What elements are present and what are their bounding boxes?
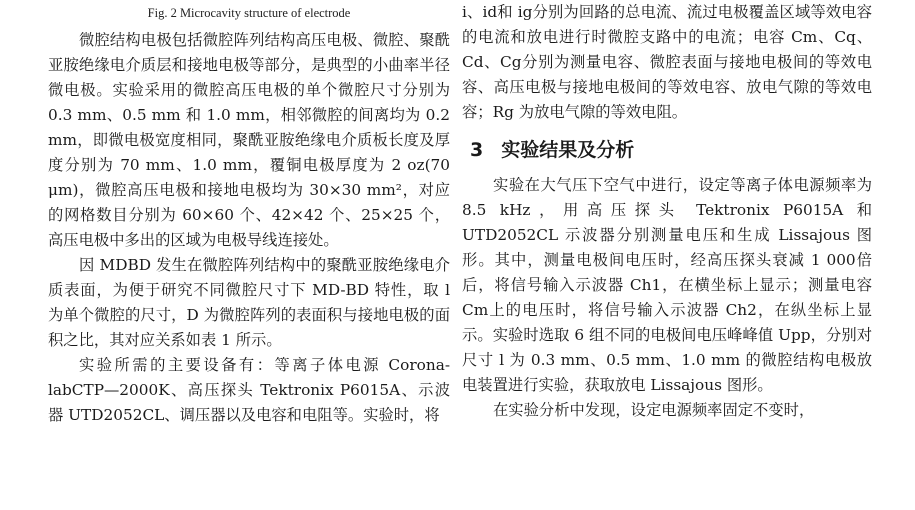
- paragraph-mdbd-definition: 因 MDBD 发生在微腔阵列结构中的聚酰亚胺绝缘电介质表面，为便于研究不同微腔尺寸下 MD-BD 特性，取 l 为单个微腔的尺寸，D 为微腔阵列的表面积与接地电极的面积之比，其对应关系如表 1 所示。: [48, 256, 450, 349]
- section-number: 3: [470, 139, 484, 161]
- paragraph-experiment-setup: 实验在大气压下空气中进行，设定等离子体电源频率为 8.5 kHz，用高压探头 Tektronix P6015A 和 UTD2052CL 示波器分别测量电压和生成 Lissajous 图形。其中，测量电极间电压时，经高压探头衰减 1 000倍后，将信号输入示波器 Ch1，在横坐标上显示；测量电容 Cm上的电压时，将信号输入示波器 Ch2，在纵坐标上显示。实验时选取 6 组不同的电极间电压峰峰值 Upp，分别对尺寸 l 为 0.3 mm、0.5 mm、1.0 mm 的微腔结构电极放电装置进行实验，获取放电 Lissajous 图形。: [462, 176, 872, 394]
- paragraph-electrode-structure: 微腔结构电极包括微腔阵列结构高压电极、微腔、聚酰亚胺绝缘电介质层和接地电极等部分，是典型的小曲率半径微电极。实验采用的微腔高压电极的单个微腔尺寸分别为 0.3 mm、0.5 mm 和 1.0 mm，相邻微腔的间离均为 0.2 mm，即微电极宽度相同，聚酰亚胺绝缘电介质板长度及厚度分别为 70 mm、1.0 mm，覆铜电极厚度为 2 oz(70 μm)，微腔高压电极和接地电极均为 30×30 mm²，对应的网格数目分别为 60×60 个、42×42 个、25×25 个，高压电极中多出的区域为电极导线连接处。: [48, 31, 450, 249]
- figure-caption: Fig. 2 Microcavity structure of electrode: [147, 6, 351, 20]
- paragraph-equipment: 实验所需的主要设备有：等离子体电源 Corona-labCTP—2000K、高压探头 Tektronix P6015A、示波器 UTD2052CL、调压器以及电容和电阻等。实验时，将: [48, 356, 450, 424]
- paragraph-analysis: 在实验分析中发现，设定电源频率固定不变时，: [493, 401, 815, 419]
- section-heading: [470, 137, 872, 163]
- right-column: [462, 0, 872, 423]
- section-title: 实验结果及分析: [501, 139, 635, 161]
- paragraph-circuit-symbols: i、id和 ig分别为回路的总电流、流过电极覆盖区域等效电容的电流和放电进行时微腔支路中的电流；电容 Cm、Cq、Cd、Cg分别为测量电容、微腔表面与接地电极间的等效电容、高压电极与接地电极间的等效电容、放电气隙的等效电容；Rg 为放电气隙的等效电阻。: [462, 3, 872, 121]
- left-column: [48, 0, 450, 428]
